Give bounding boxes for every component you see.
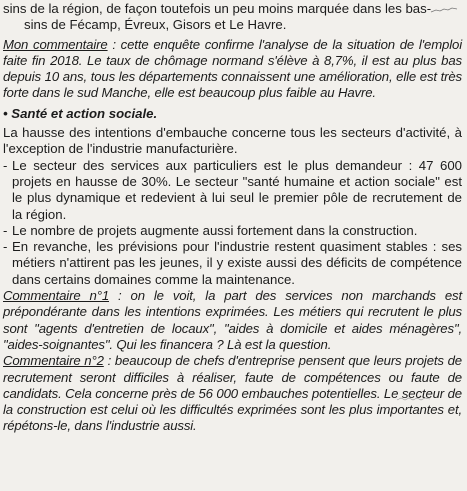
comment-2-text: : beaucoup de chefs d'entreprise pensent que leurs projets de recrutement seront difficiles à réaliser, faute de compétences ou faute de candidats. Cela concerne près de 56 000 embauches potentielles. Le secteur de la construction est celui où les difficultés exprimées sont les plus importantes et, répétons-le, dans l'industrie aussi. [3, 353, 462, 434]
pencil-scribble-mark [430, 6, 460, 14]
comment-2-label: Commentaire n°2 [3, 353, 104, 369]
bullet-item-industrie [3, 239, 462, 288]
bullet-text: Le nombre de projets augmente aussi fortement dans la construction. [12, 222, 418, 238]
section-intro: La hausse des intentions d'embauche concerne tous les secteurs d'activité, à l'exception de l'industrie manufacturière. [3, 125, 462, 157]
bullet-item-construction [3, 223, 462, 239]
comment-1 [3, 288, 462, 353]
bullet-text: Le secteur des services aux particuliers est le plus demandeur : 47 600 projets en hausse de 30%. Le secteur "santé humaine et action sociale" est le plus dynamique et redevient à lui seul le premier pôle de recrutement de la région. [12, 157, 462, 222]
text-line: sins de Fécamp, Évreux, Gisors et Le Havre. [24, 17, 287, 33]
comment-main-label: Mon commentaire [3, 36, 108, 52]
bullet-dash: - [3, 157, 8, 173]
comment-2 [3, 353, 462, 434]
section-heading: • Santé et action sociale. [3, 105, 158, 121]
comment-main [3, 37, 462, 102]
comment-main-text: : cette enquête confirme l'analyse de la situation de l'emploi faite fin 2018. Le taux de chômage normand s'élève à 8,7%, il est au plus bas depuis 10 ans, tous les départements connaissent une amélioration, elle est très forte dans le sud Manche, elle est beaucoup plus faible au Havre. [3, 36, 462, 101]
document-page [3, 1, 462, 435]
bullet-text: En revanche, les prévisions pour l'industrie restent quasiment stables : ses métiers n'attirent pas les jeunes, il y existe aussi des déficits de compétence dans certains domaines comme la maintenance. [12, 239, 462, 287]
paragraph-top-line-2 [3, 17, 462, 33]
comment-1-label: Commentaire n°1 [3, 288, 109, 304]
bullet-dash: - [3, 239, 8, 255]
text-line: sins de la région, de façon toutefois un peu moins marquée dans les bas- [3, 1, 432, 16]
paragraph-top-line-1 [3, 1, 462, 17]
pencil-annotation-mark [396, 396, 432, 402]
bullet-dash: - [3, 222, 8, 238]
comment-1-text: : on le voit, la part des services non marchands est prépondérante dans les intentions exprimées. Les métiers qui recrutent le plus sont "agents d'entretien de locaux", "aides à domicile et aides ménagères", "aides-soignantes". Qui les financera ? Là est la question. [3, 288, 462, 352]
bullet-item-services [3, 158, 462, 223]
